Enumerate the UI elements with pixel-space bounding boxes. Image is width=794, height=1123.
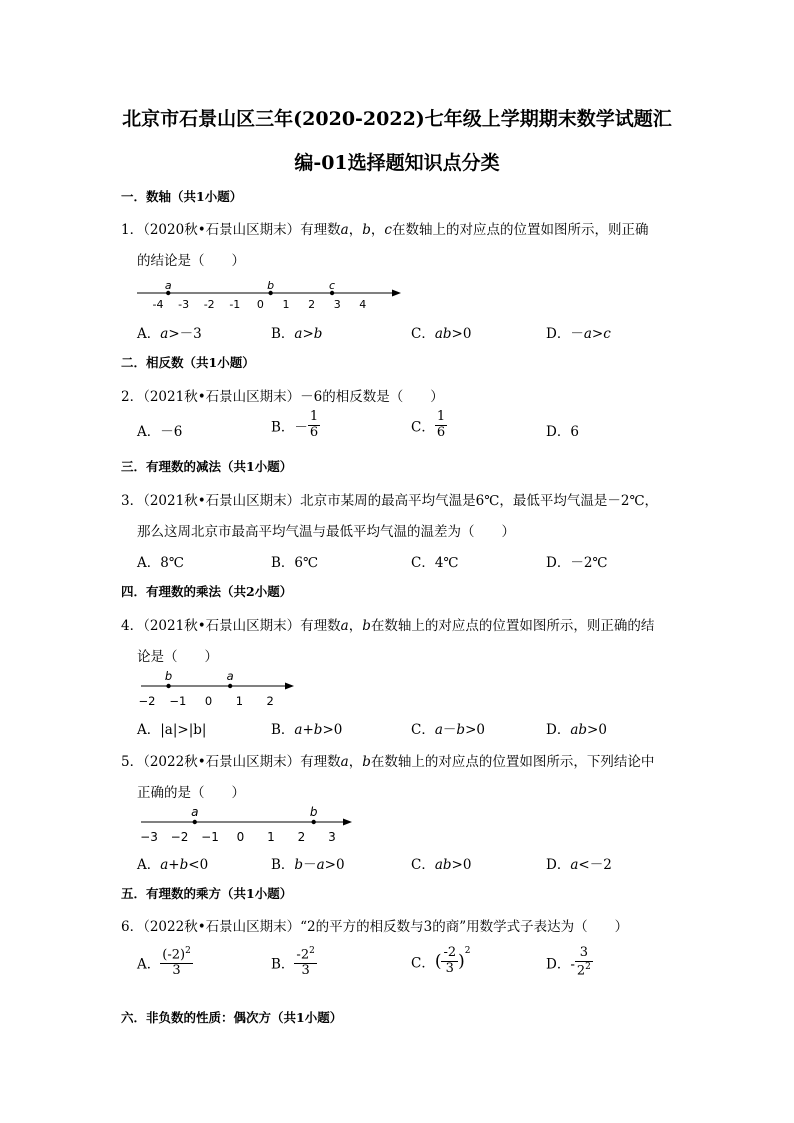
section-heading-3: 三．有理数的减法（共1小题） [121,459,293,474]
axis-tick-label: 0 [204,694,213,708]
q2-option-b[interactable]: B．－ $\frac{1}{6}$ [271,409,319,440]
axis-tick-label: −1 [201,830,219,844]
axis-tick-label: -4 [152,298,164,311]
q5-option-a[interactable]: A．a+b<0 [137,857,209,873]
axis-point-label-a: a [164,279,172,292]
axis-tick-label: 0 [236,830,245,844]
axis-point-label-c: c [329,279,336,292]
q2-option-d[interactable]: D．6 [546,424,579,440]
q6-option-b[interactable]: B． $\frac{-2^2}{3}$ [271,946,315,979]
axis-tick-label: -2 [203,298,215,311]
axis-tick-label: 2 [308,298,316,311]
q6-option-a[interactable]: A． $\frac{(-2)^2}{3}$ [137,946,191,979]
question-2-text: 2．（2021秋•石景山区期末）－6的相反数是（ ） [121,389,444,405]
q2-option-c[interactable]: C． $\frac{1}{6}$ [411,409,446,440]
axis-tick-label: 3 [333,298,341,311]
section-heading-4: 四．有理数的乘法（共2小题） [121,584,293,599]
axis-tick-label: −2 [170,830,189,844]
section-heading-2: 二．相反数（共1小题） [121,355,255,370]
page-title-line1: 北京市石景山区三年(2020-2022)七年级上学期期末数学试题汇 [122,108,672,130]
axis-tick-label: 1 [267,830,275,844]
axis-tick-label: 2 [266,694,274,708]
q2-option-a[interactable]: A．－6 [137,424,183,440]
axis-tick-label: 4 [359,298,367,311]
axis-point-a [193,820,197,824]
axis-point-b [312,820,316,824]
axis-point-label-a: a [191,805,199,819]
axis-point-label-b: b [267,279,275,292]
q5-option-b[interactable]: B．b－a>0 [271,857,345,873]
axis-tick-label: -1 [229,298,241,311]
axis-point-label-b: b [309,805,318,819]
axis-point-label-a: a [226,669,234,683]
axis-tick-label: −2 [138,694,156,708]
q4-option-d[interactable]: D．ab>0 [546,722,607,738]
question-3-line1: 3．（2021秋•石景山区期末）北京市某周的最高平均气温是6℃，最低平均气温是－2℃， [121,493,659,509]
question-3-line2: 那么这周北京市最高平均气温与最低平均气温的温差为（ ） [137,524,515,540]
axis-tick-label: −3 [140,830,158,844]
q5-option-d[interactable]: D．a<－2 [546,857,612,873]
q3-option-b[interactable]: B．6℃ [271,555,319,571]
q4-option-a[interactable]: A．|a|>|b| [137,722,207,738]
question-4-line2: 论是（ ） [137,649,218,665]
axis-tick-label: 1 [235,694,244,708]
q4-option-c[interactable]: C．a－b>0 [411,722,485,738]
question-6-text: 6．（2022秋•石景山区期末）“2的平方的相反数与3的商”用数学式子表达为（ ） [121,919,629,935]
q6-option-d[interactable]: D．- $\frac{3}{2^2}$ [546,945,591,979]
question-4-line1: 4．（2021秋•石景山区期末）有理数a，b在数轴上的对应点的位置如图所示，则正确的结 [121,618,655,634]
axis-point-label-b: b [164,669,173,683]
axis-tick-label: 0 [256,298,264,311]
axis-tick-label: 2 [297,830,306,844]
q3-option-c[interactable]: C．4℃ [411,555,459,571]
axis-point-a [228,684,232,688]
q5-option-c[interactable]: C．ab>0 [411,857,472,873]
number-line-q1 [133,278,405,312]
number-line-q5 [137,804,359,846]
q1-option-b[interactable]: B．a>b [271,326,323,342]
q4-option-b[interactable]: B．a+b>0 [271,722,343,738]
question-1-line1: 1．（2020秋•石景山区期末）有理数a，b，c在数轴上的对应点的位置如图所示，则正确 [121,222,649,238]
q1-option-c[interactable]: C．ab>0 [411,326,472,342]
q3-option-a[interactable]: A．8℃ [137,555,184,571]
axis-tick-label: 3 [328,830,336,844]
number-line-q4 [137,668,303,710]
q1-option-d[interactable]: D．－a>c [546,326,611,342]
axis-tick-label: 1 [282,298,290,311]
question-5-line2: 正确的是（ ） [137,785,245,801]
section-heading-1: 一．数轴（共1小题） [121,189,243,204]
q1-option-a[interactable]: A．a>－3 [137,326,202,342]
section-heading-6: 六．非负数的性质：偶次方（共1小题） [121,1010,343,1025]
q6-option-c[interactable]: C．( $\frac{-2}{3}$ )$^2$ [411,945,471,976]
question-5-line1: 5．（2022秋•石景山区期末）有理数a，b在数轴上的对应点的位置如图所示，下列结论中 [121,754,655,770]
q3-option-d[interactable]: D．－2℃ [546,555,608,571]
page-title-line2: 编-01选择题知识点分类 [294,152,500,174]
axis-point-b [166,684,170,688]
axis-tick-label: -3 [178,298,190,311]
axis-tick-label: −1 [169,694,187,708]
section-heading-5: 五．有理数的乘方（共1小题） [121,886,293,901]
question-1-line2: 的结论是（ ） [137,253,245,269]
